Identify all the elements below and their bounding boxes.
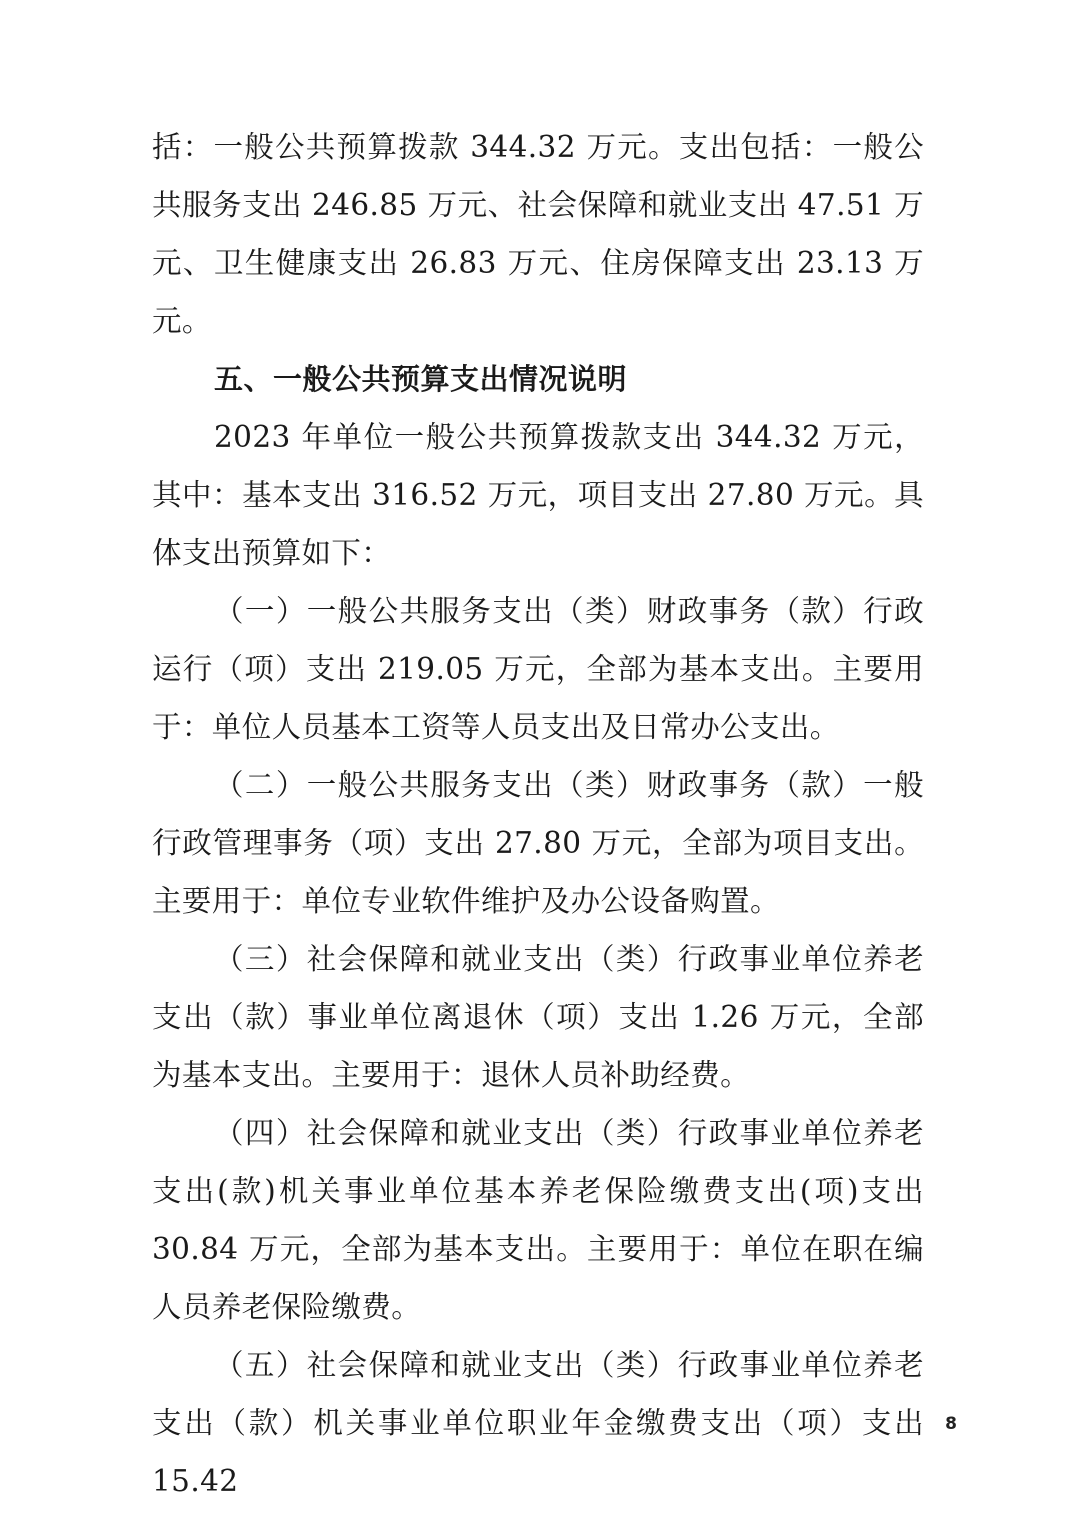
paragraph-item-four: （四）社会保障和就业支出（类）行政事业单位养老支出(款)机关事业单位基本养老保险缴费支出(项)支出 30.84 万元，全部为基本支出。主要用于：单位在职在编人员养老保险缴费。 [152, 1116, 924, 1324]
paragraph-item-one: （一）一般公共服务支出（类）财政事务（款）行政运行（项）支出 219.05 万元，全部为基本支出。主要用于：单位人员基本工资等人员支出及日常办公支出。 [152, 594, 924, 744]
paragraph-item-three: （三）社会保障和就业支出（类）行政事业单位养老支出（款）事业单位离退休（项）支出 1.26 万元，全部为基本支出。主要用于：退休人员补助经费。 [152, 942, 924, 1092]
paragraph-item-five: （五）社会保障和就业支出（类）行政事业单位养老支出（款）机关事业单位职业年金缴费支出（项）支出 15.42 [152, 1348, 924, 1498]
paragraph-budget-allocation: 括：一般公共预算拨款 344.32 万元。支出包括：一般公共服务支出 246.85 万元、社会保障和就业支出 47.51 万元、卫生健康支出 26.83 万元、住房保障支出 23.13 万元。 [152, 130, 924, 338]
paragraph-expenditure-summary: 2023 年单位一般公共预算拨款支出 344.32 万元，其中：基本支出 316.52 万元，项目支出 27.80 万元。具体支出预算如下： [152, 420, 924, 570]
section-heading-five: 五、一般公共预算支出情况说明 [214, 362, 628, 396]
page-content [152, 118, 924, 1510]
paragraph-item-two: （二）一般公共服务支出（类）财政事务（款）一般行政管理事务（项）支出 27.80 万元，全部为项目支出。主要用于：单位专业软件维护及办公设备购置。 [152, 768, 924, 918]
page-number: 8 [945, 1414, 957, 1434]
